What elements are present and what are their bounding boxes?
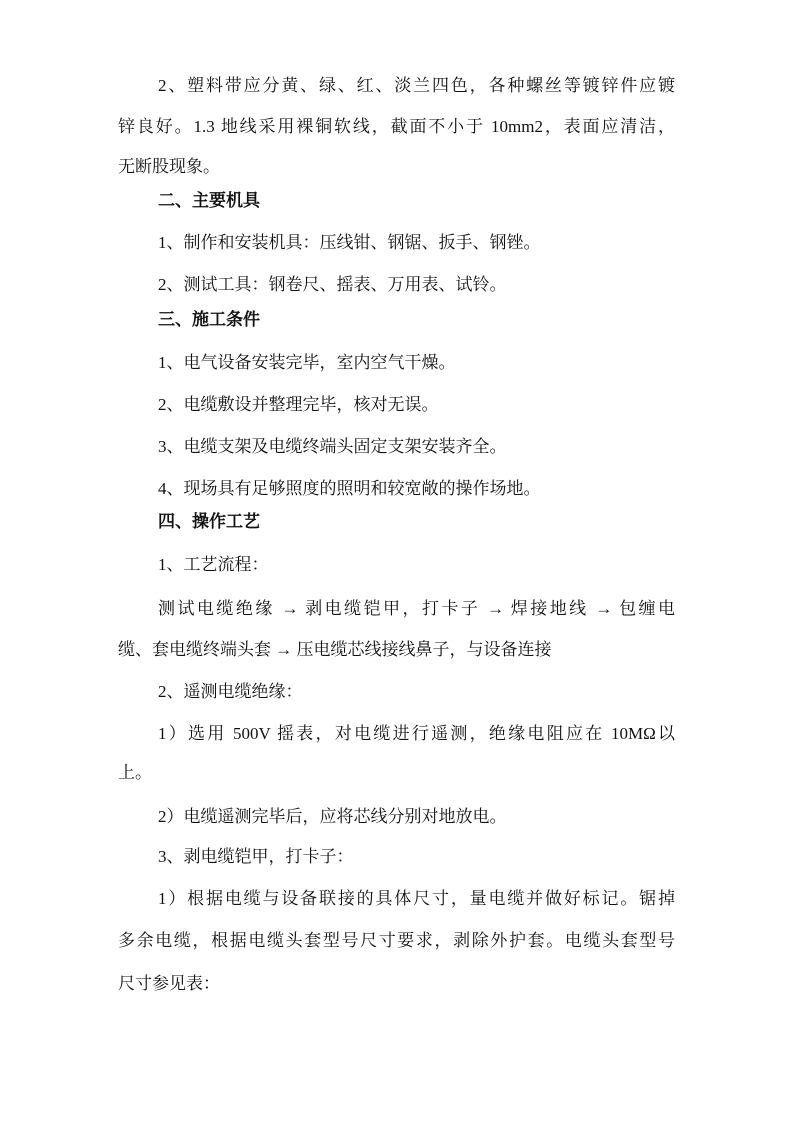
paragraph-line: 上。	[118, 763, 152, 782]
paragraph-line: 无断股现象。	[118, 157, 220, 176]
paragraph-line: 1）选用 500V 摇表，对电缆进行遥测，绝缘电阻应在 10MΩ以	[158, 724, 675, 743]
paragraph-line: 1）根据电缆与设备联接的具体尺寸，量电缆并做好标记。锯掉	[158, 889, 675, 908]
paragraph-line: 锌良好。1.3 地线采用裸铜软线，截面不小于 10mm2，表面应清洁，	[118, 117, 675, 136]
process-flow-line: 测试电缆绝缘 → 剥电缆铠甲，打卡子 → 焊接地线 → 包缠电	[158, 599, 675, 618]
paragraph-line: 1、工艺流程：	[158, 555, 269, 574]
paragraph-line: 尺寸参见表：	[118, 974, 220, 993]
paragraph-line: 1、制作和安装机具：压线钳、钢锯、扳手、钢锉。	[158, 233, 541, 252]
paragraph-line: 2）电缆遥测完毕后，应将芯线分别对地放电。	[158, 807, 507, 826]
paragraph-line: 1、电气设备安装完毕，室内空气干燥。	[158, 353, 456, 372]
section-heading: 三、施工条件	[158, 310, 260, 329]
paragraph-line: 4、现场具有足够照度的照明和较宽敞的操作场地。	[158, 479, 541, 498]
paragraph-line: 3、电缆支架及电缆终端头固定支架安装齐全。	[158, 437, 507, 456]
section-heading: 四、操作工艺	[158, 512, 260, 531]
paragraph-line: 多余电缆，根据电缆头套型号尺寸要求，剥除外护套。电缆头套型号	[118, 931, 675, 950]
paragraph-line: 2、塑料带应分黄、绿、红、淡兰四色，各种螺丝等镀锌件应镀	[158, 76, 675, 95]
paragraph-line: 2、测试工具：钢卷尺、摇表、万用表、试铃。	[158, 275, 507, 294]
section-heading: 二、主要机具	[158, 191, 260, 210]
paragraph-line: 2、遥测电缆绝缘：	[158, 682, 303, 701]
process-flow-line: 缆、套电缆终端头套 → 压电缆芯线接线鼻子，与设备连接	[118, 640, 552, 659]
paragraph-line: 2、电缆敷设并整理完毕，核对无误。	[158, 395, 439, 414]
paragraph-line: 3、剥电缆铠甲，打卡子：	[158, 847, 354, 866]
